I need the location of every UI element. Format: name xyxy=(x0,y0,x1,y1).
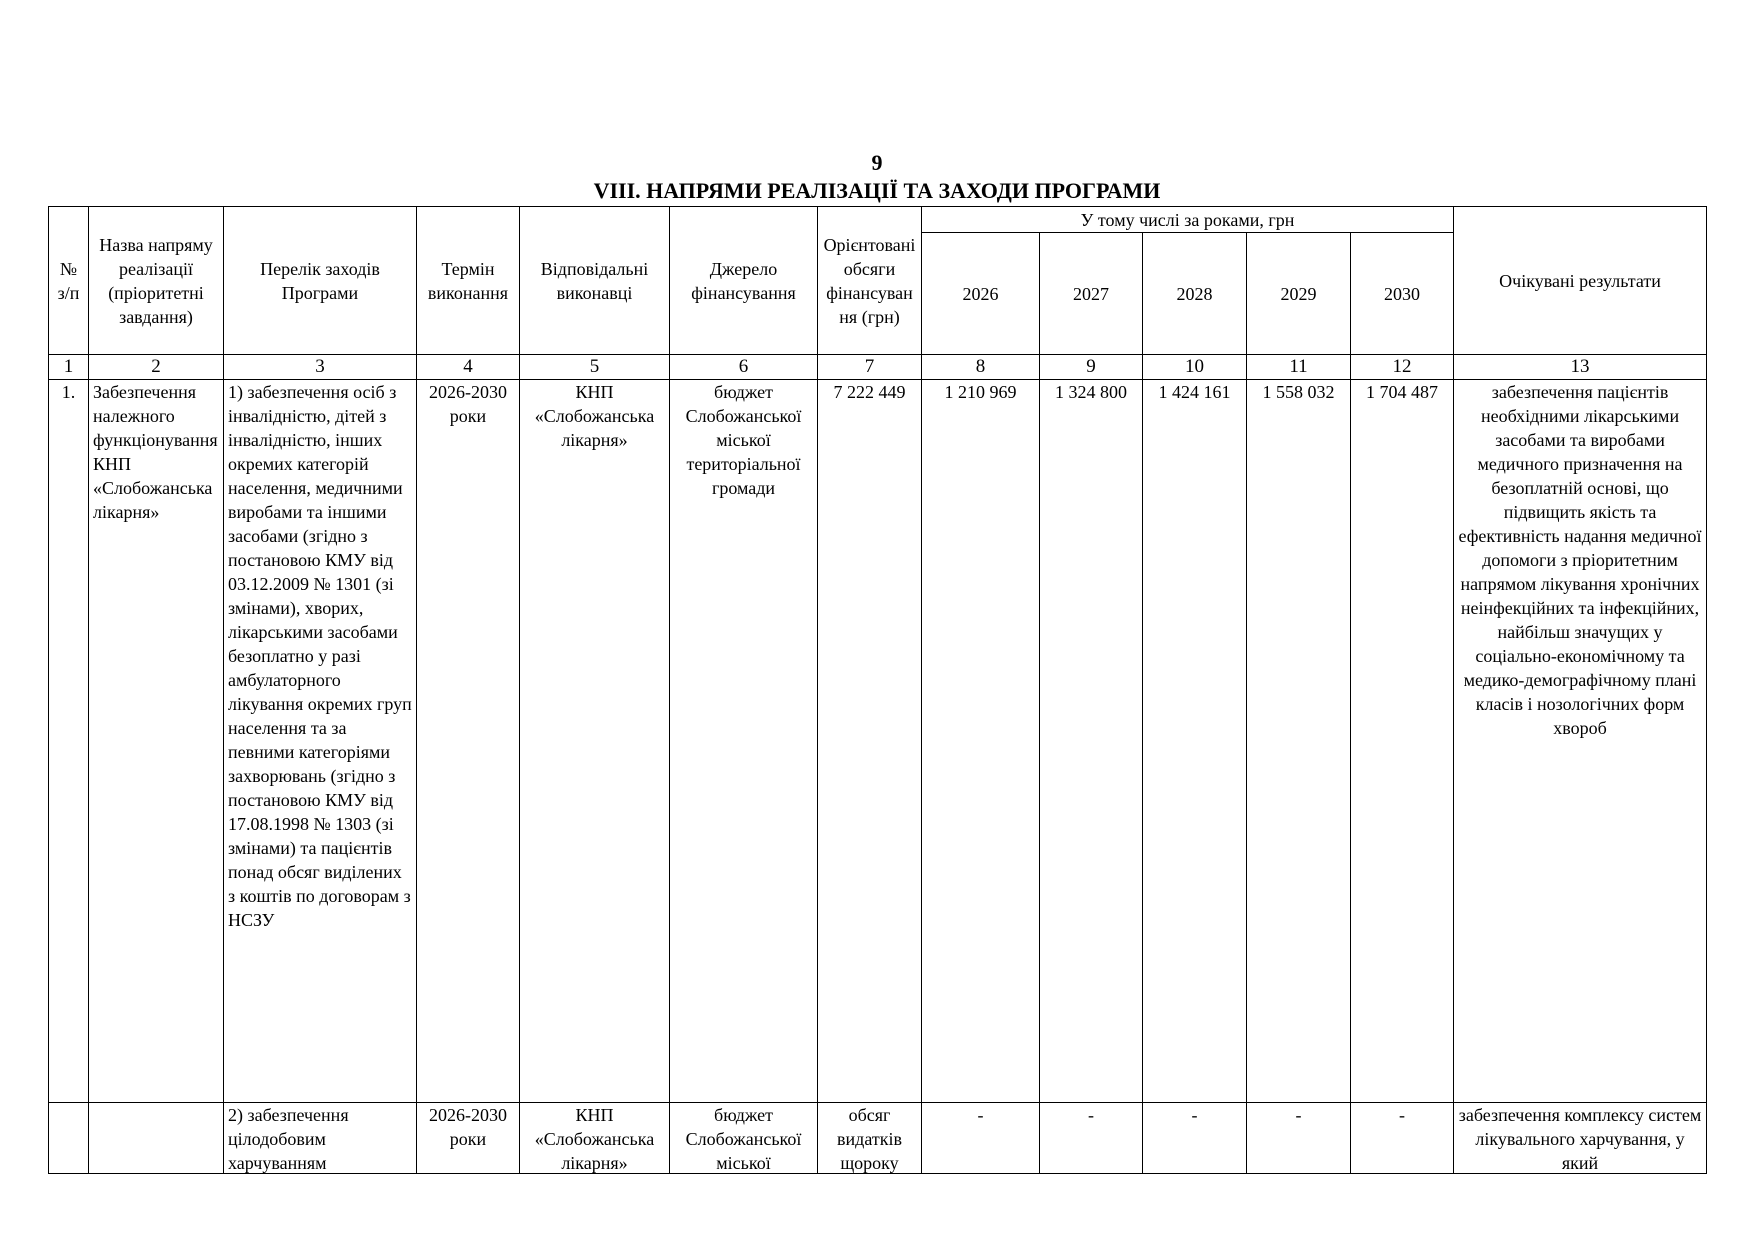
row-year-2030: 1 704 487 xyxy=(1351,380,1454,1103)
column-number: 3 xyxy=(224,355,417,380)
measures-table xyxy=(48,206,1707,1174)
column-number: 5 xyxy=(520,355,670,380)
row-executor: КНП «Слобожанська лікарня» xyxy=(520,380,670,1103)
column-numbers-row xyxy=(49,355,1707,380)
row-num xyxy=(49,1103,89,1174)
row-measure: 1) забезпечення осіб з інвалідністю, дітей з інвалідністю, інших окремих категорій населення, медичними виробами та іншими засобами (згідно з постановою КМУ від 03.12.2009 № 1301 (зі змінами), хворих, лікарськими засобами безоплатно у разі амбулаторного лікування окремих груп населення та за певними категоріями захворювань (згідно з постановою КМУ від 17.08.1998 № 1303 (зі змінами) та пацієнтів понад обсяг виділених з коштів по договорам з НСЗУ xyxy=(224,380,417,1103)
column-number: 1 xyxy=(49,355,89,380)
header-year-2026: 2026 xyxy=(922,233,1040,355)
row-year-2027: - xyxy=(1040,1103,1143,1174)
column-number: 7 xyxy=(818,355,922,380)
row-volume-text: обсяг видатків щороку xyxy=(837,1105,902,1173)
row-term-text: 2026-2030 роки xyxy=(429,1105,507,1149)
header-row-1 xyxy=(49,207,1707,233)
row-year-2027: 1 324 800 xyxy=(1040,380,1143,1103)
row-executor-text: КНП «Слобожанська лікарня» xyxy=(534,1105,655,1173)
header-year-2028: 2028 xyxy=(1143,233,1247,355)
row-result: забезпечення пацієнтів необхідними лікарськими засобами та виробами медичного призначення на безоплатній основі, що підвищить якість та ефективність надання медичної допомоги з пріоритетним напрямом лікування хронічних неінфекційних та інфекційних, найбільш значущих у соціально-економічному та медико-демографічному плані класів і нозологічних форм хвороб xyxy=(1454,380,1707,1103)
row-executor xyxy=(520,1103,670,1174)
column-number: 9 xyxy=(1040,355,1143,380)
column-number: 13 xyxy=(1454,355,1707,380)
row-year-2029: - xyxy=(1247,1103,1351,1174)
row-year-2030: - xyxy=(1351,1103,1454,1174)
row-source xyxy=(670,1103,818,1174)
header-years-group: У тому числі за роками, грн xyxy=(922,207,1454,233)
header-num: № з/п xyxy=(49,207,89,355)
header-measures: Перелік заходів Програми xyxy=(224,207,417,355)
row-result-text: забезпечення комплексу систем лікувального харчування, у який xyxy=(1458,1105,1702,1173)
row-year-2026: - xyxy=(922,1103,1040,1174)
row-direction: Забезпечення належного функціонування КНП «Слобожанська лікарня» xyxy=(89,380,224,1103)
row-year-2028: - xyxy=(1143,1103,1247,1174)
column-number: 4 xyxy=(417,355,520,380)
table-row xyxy=(49,380,1707,1103)
column-number: 8 xyxy=(922,355,1040,380)
row-year-2029: 1 558 032 xyxy=(1247,380,1351,1103)
row-year-2028: 1 424 161 xyxy=(1143,380,1247,1103)
row-term xyxy=(417,1103,520,1174)
row-num: 1. xyxy=(49,380,89,1103)
header-executors: Відповідальні виконавці xyxy=(520,207,670,355)
row-source-text: бюджет Слобожанської міської xyxy=(685,1105,802,1173)
header-results: Очікувані результати xyxy=(1454,207,1707,355)
row-source: бюджет Слобожанської міської територіальної громади xyxy=(670,380,818,1103)
row-year-2026: 1 210 969 xyxy=(922,380,1040,1103)
row-term: 2026-2030 роки xyxy=(417,380,520,1103)
row-volume xyxy=(818,1103,922,1174)
header-volume: Орієнтовані обсяги фінансування (грн) xyxy=(818,207,922,355)
header-year-2029: 2029 xyxy=(1247,233,1351,355)
row-measure-text: 2) забезпечення цілодобовим харчуванням xyxy=(228,1105,349,1173)
column-number: 11 xyxy=(1247,355,1351,380)
column-number: 6 xyxy=(670,355,818,380)
column-number: 10 xyxy=(1143,355,1247,380)
row-measure xyxy=(224,1103,417,1174)
header-year-2030: 2030 xyxy=(1351,233,1454,355)
header-term: Термін виконання xyxy=(417,207,520,355)
table-row xyxy=(49,1103,1707,1174)
header-direction: Назва напряму реалізації (пріоритетні завдання) xyxy=(89,207,224,355)
section-title: VIII. НАПРЯМИ РЕАЛІЗАЦІЇ ТА ЗАХОДИ ПРОГРАМИ xyxy=(593,178,1161,203)
row-volume: 7 222 449 xyxy=(818,380,922,1103)
row-result xyxy=(1454,1103,1707,1174)
page-number: 9 xyxy=(871,150,883,175)
column-number: 2 xyxy=(89,355,224,380)
column-number: 12 xyxy=(1351,355,1454,380)
header-year-2027: 2027 xyxy=(1040,233,1143,355)
header-source: Джерело фінансування xyxy=(670,207,818,355)
row-direction xyxy=(89,1103,224,1174)
